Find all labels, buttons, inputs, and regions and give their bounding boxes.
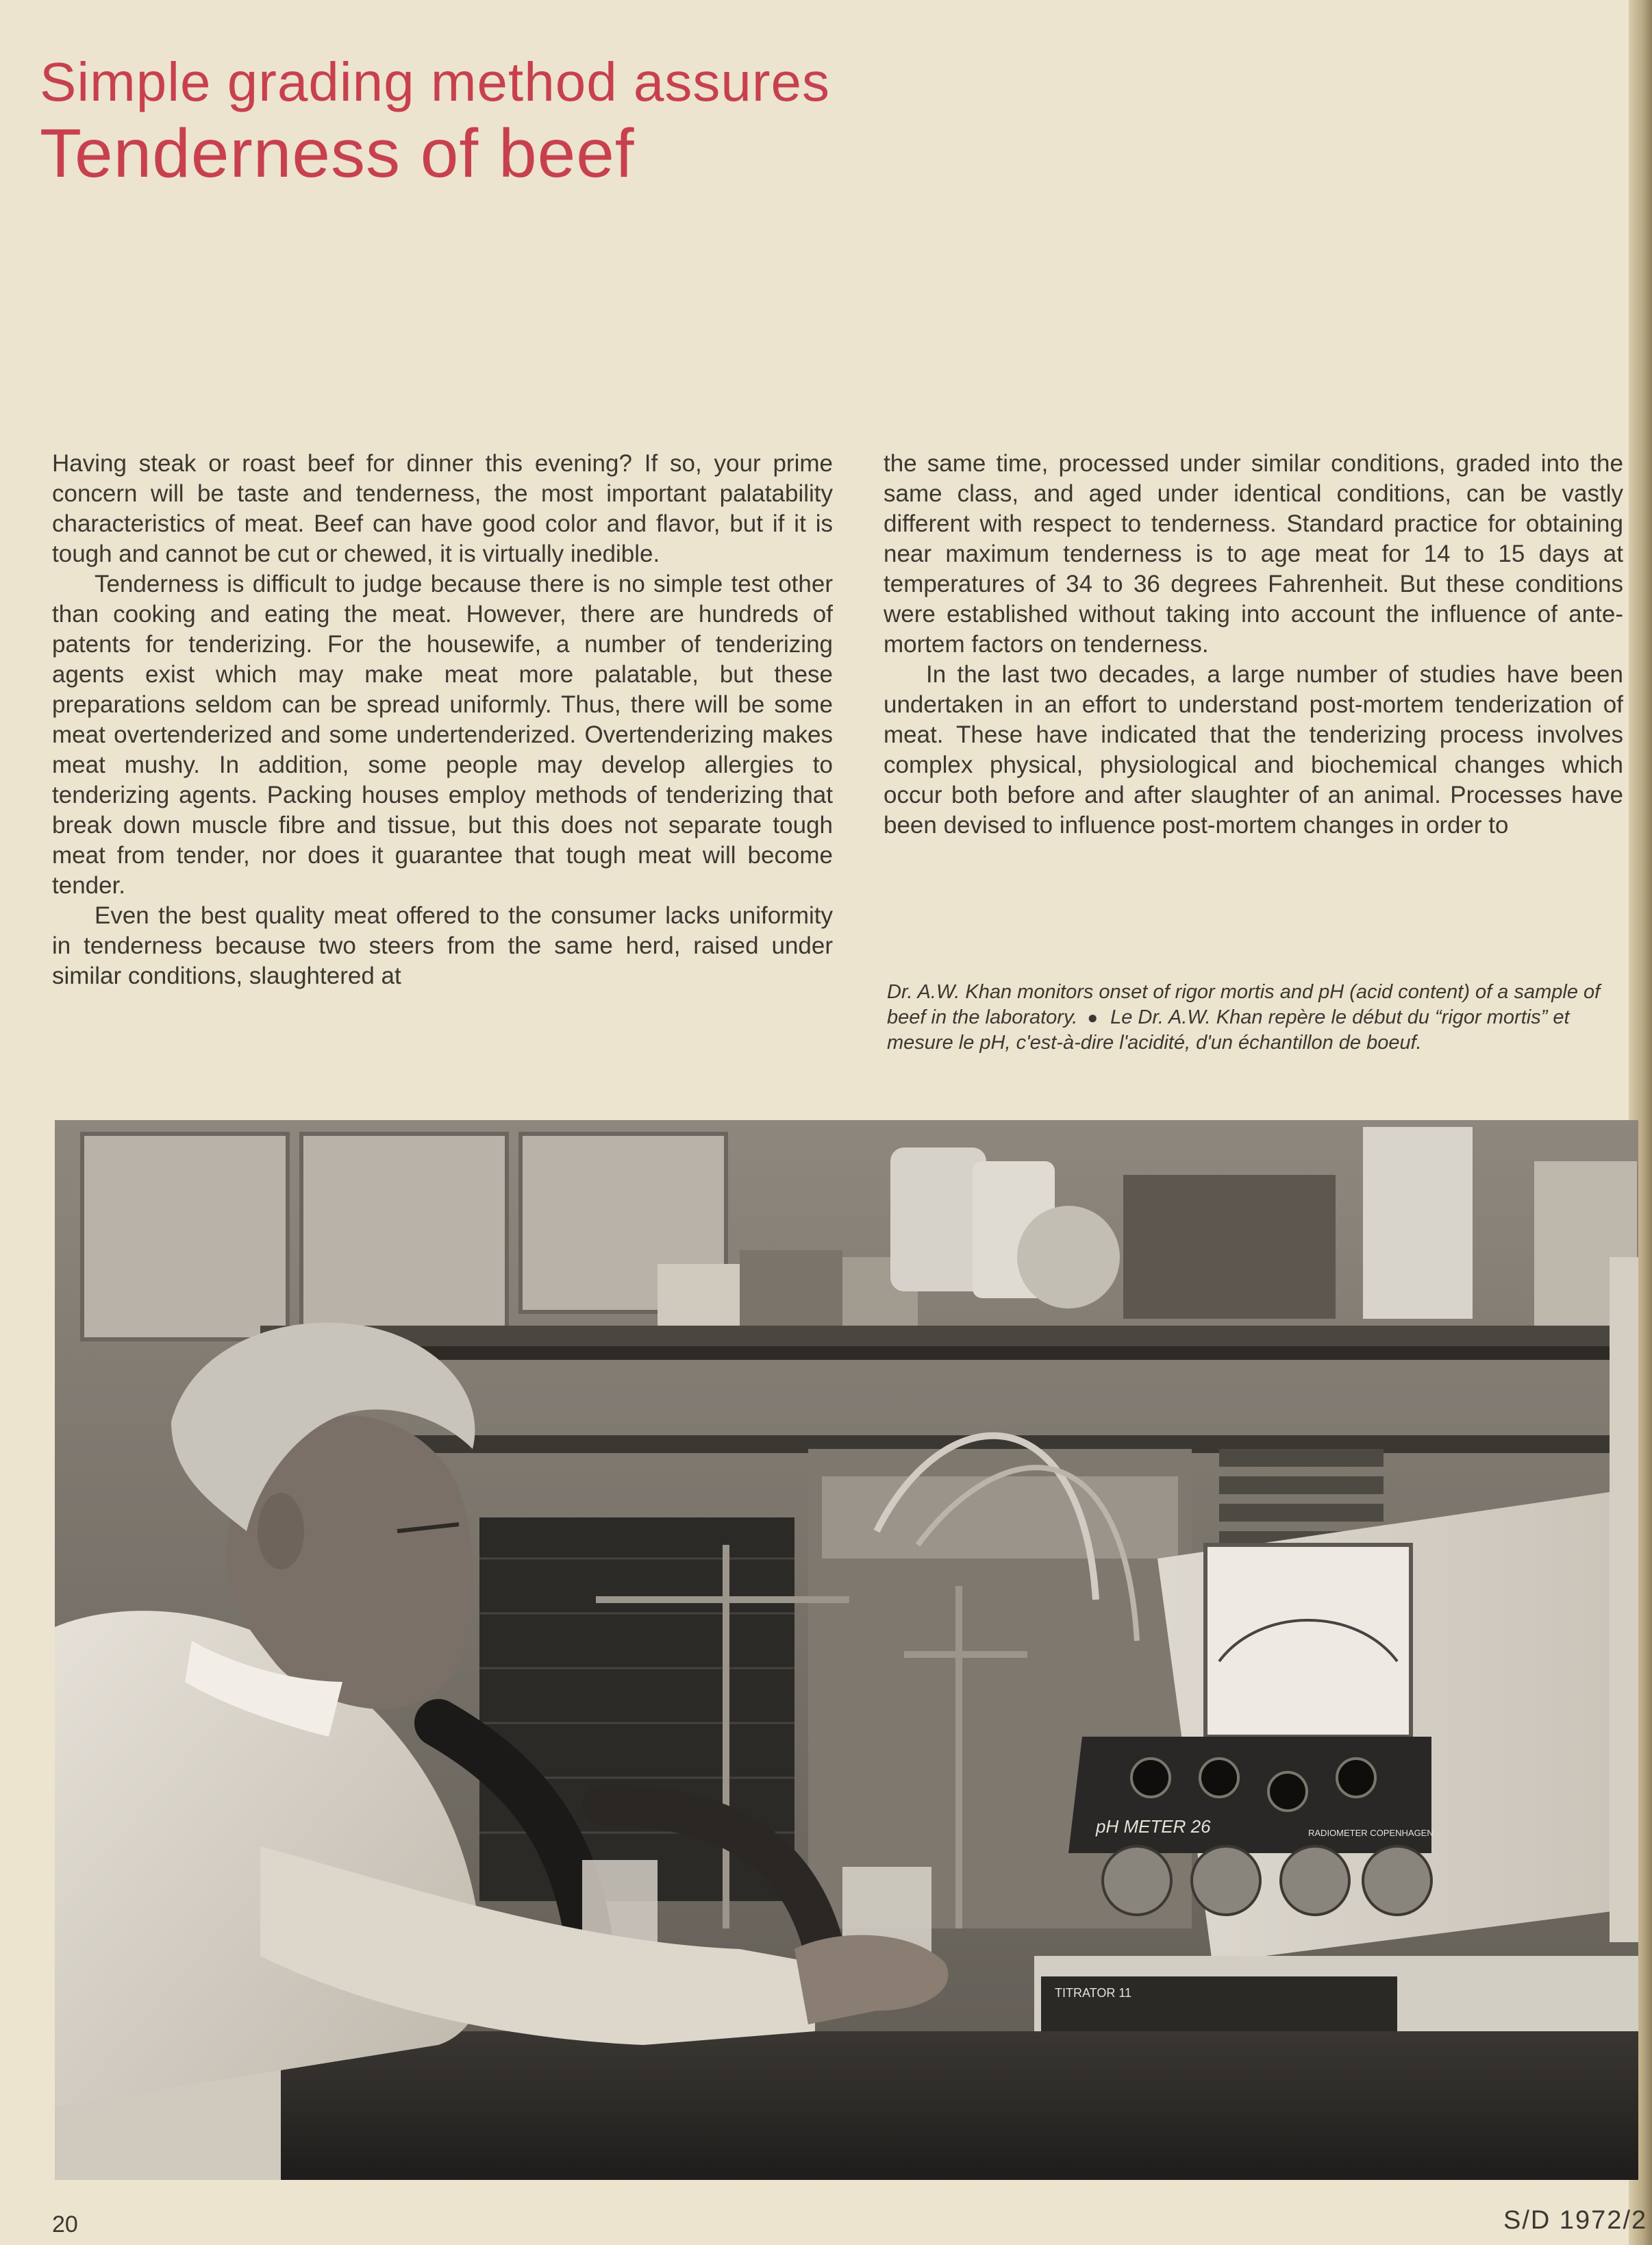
maker-label: RADIOMETER COPENHAGEN	[1308, 1828, 1434, 1838]
paragraph: Tenderness is difficult to judge because there is no simple test other than cooking and eating the meat. However, there are hundreds of patents for tenderizing. For the housewife, a number of tenderizing agents exist which may make meat more palatable, but these preparations seldom can be spread uniformly. Thus, there will be some meat overtenderized and some undertenderized. Overtenderizing makes meat mushy. In addition, some people may develop allergies to tenderizing agents. Packing houses employ methods of tenderizing that break down muscle fibre and tissue, but this does not separate tough meat from tender, nor does it guarantee that tough meat will become tender.	[52, 571, 833, 899]
issue-label: S/D 1972/2	[1503, 2206, 1648, 2235]
headline-title: Tenderness of beef	[40, 115, 635, 192]
paragraph: Having steak or roast beef for dinner this evening? If so, your prime concern will be taste and tenderness, the most important palatability characteristics of meat. Beef can have good color and flavor, but if it is tough and cannot be cut or chewed, it is virtually inedible.	[52, 450, 833, 567]
lab-photo	[55, 1120, 1638, 2180]
headline	[40, 49, 830, 192]
ph-meter-label: pH METER 26	[1096, 1816, 1211, 1837]
paragraph: In the last two decades, a large number of studies have been undertaken in an effort to understand post-mortem tenderization of meat. These have indicated that the tenderizing process involves complex physical, physiological and biochemical changes which occur both before and after slaughter of an animal. Processes have been devised to influence post-mortem changes in order to	[884, 661, 1623, 839]
paragraph: the same time, processed under similar conditions, graded into the same class, and aged under identical conditions, can be vastly different with respect to tenderness. Standard practice for obtaining near maximum tenderness is to age meat for 14 to 15 days at temperatures of 34 to 36 degrees Fahrenheit. But these conditions were established without taking into account the influence of ante-mortem factors on tenderness.	[884, 450, 1623, 658]
photo-caption	[887, 980, 1640, 1056]
paragraph: Even the best quality meat offered to the consumer lacks uniformity in tenderness because two steers from the same herd, raised under similar conditions, slaughtered at	[52, 902, 833, 989]
titrator-label: TITRATOR 11	[1055, 1986, 1132, 2000]
caption-french: Le Dr. A.W. Khan repère le début du “rigor mortis” et mesure le pH, c'est-à-dire l'acidité, d'un échantillon de boeuf.	[887, 1006, 1570, 1054]
page-number: 20	[52, 2211, 78, 2237]
headline-subtitle: Simple grading method assures	[40, 51, 831, 112]
caption-bullet: ●	[1087, 1007, 1099, 1028]
article-column-right	[884, 449, 1623, 841]
caption-english: Dr. A.W. Khan monitors onset of rigor mortis and pH (acid content) of a sample of beef in the laboratory.	[887, 981, 1601, 1028]
article-column-left	[52, 449, 833, 991]
